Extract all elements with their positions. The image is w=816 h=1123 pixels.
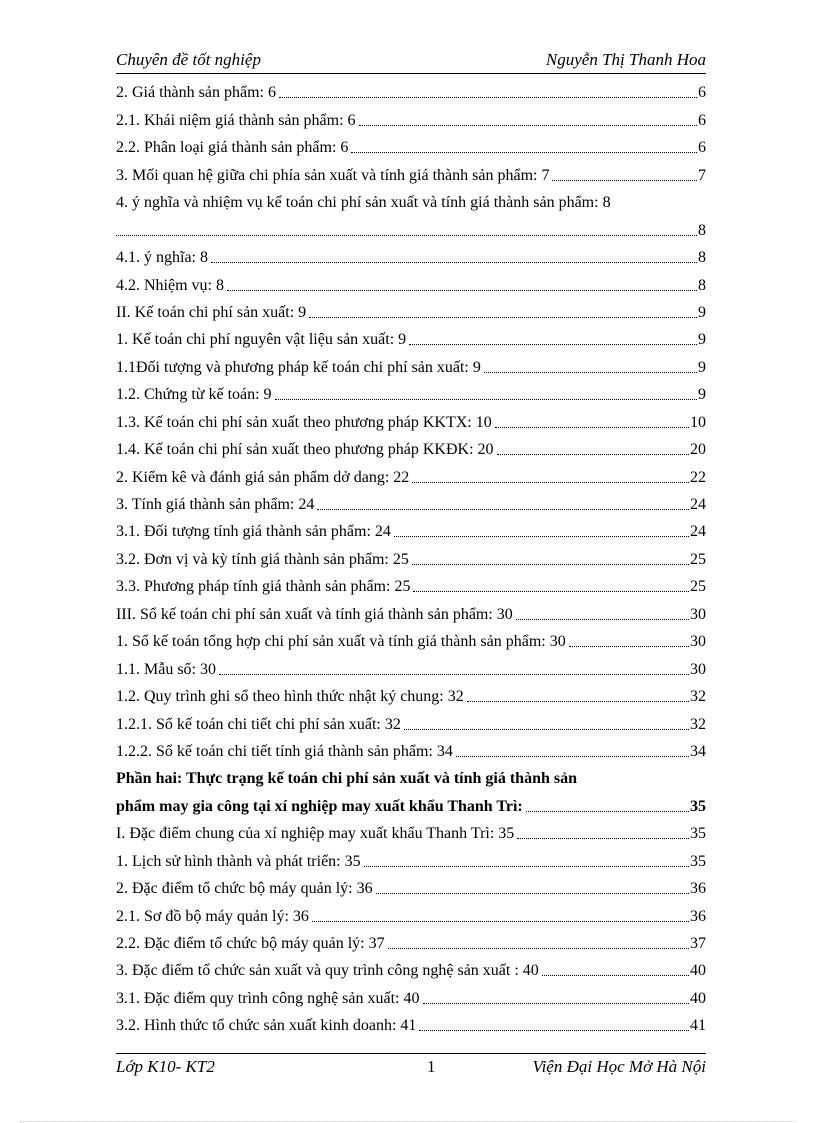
toc-entry-title: 2.2. Đặc điểm tổ chức bộ máy quản lý: 37 xyxy=(116,935,385,952)
toc-dot-leader xyxy=(409,344,697,345)
toc-entry-page: 41 xyxy=(690,1017,706,1035)
toc-entry-title: 1.2. Quy trình ghi sổ theo hình thức nhật ký chung: 32 xyxy=(116,688,464,706)
toc-entry xyxy=(116,707,706,734)
toc-entry-page: 8 xyxy=(698,276,706,294)
toc-entry-title: 3.1. Đối tượng tính giá thành sản phẩm: 24 xyxy=(116,523,391,541)
header-author: Nguyễn Thị Thanh Hoa xyxy=(545,50,706,69)
toc-entry xyxy=(116,762,706,789)
toc-entry-title: 1.1Đối tượng và phương pháp kế toán chi phí sản xuất: 9 xyxy=(116,358,481,376)
toc-entry-page: 9 xyxy=(698,386,706,404)
toc-dot-leader xyxy=(376,893,689,894)
toc-entry-title: 4. ý nghĩa và nhiệm vụ kế toán chi phí sản xuất và tính giá thành sản phẩm: 8 xyxy=(116,194,611,212)
toc-entry-title: 3.2. Hình thức tổ chức sản xuất kinh doanh: 41 xyxy=(116,1017,417,1035)
toc-entry xyxy=(116,488,706,515)
toc-entry-title: 3. Mối quan hệ giữa chi phía sản xuất và tính giá thành sản phẩm: 7 xyxy=(116,166,550,184)
toc-entry xyxy=(116,378,706,405)
page-edge-divider xyxy=(20,1121,796,1122)
toc-entry-title: 1.2. Chứng từ kế toán: 9 xyxy=(116,386,272,404)
toc-dot-leader xyxy=(542,975,689,976)
toc-entry-page: 24 xyxy=(690,496,706,513)
toc-entry xyxy=(116,844,706,871)
toc-dot-leader xyxy=(456,756,689,757)
toc-entry-page: 30 xyxy=(690,633,706,651)
toc-entry-title: 1.3. Kế toán chi phí sản xuất theo phương pháp KKTX: 10 xyxy=(116,413,492,431)
toc-entry-title: 2. Giá thành sản phẩm: 6 xyxy=(116,84,276,102)
toc-dot-leader xyxy=(317,509,689,510)
toc-dot-leader xyxy=(569,646,689,647)
toc-entry xyxy=(116,433,706,460)
toc-entry-page: 34 xyxy=(690,742,706,760)
toc-entry-title: 1. Lịch sử hình thành và phát triển: 35 xyxy=(116,852,361,870)
toc-dot-leader xyxy=(279,97,697,98)
toc-dot-leader xyxy=(412,564,689,565)
toc-entry-title: 1.2.1. Sổ kế toán chi tiết chi phí sản xuất: 32 xyxy=(116,715,401,733)
toc-entry xyxy=(116,1009,706,1036)
toc-entry-page: 35 xyxy=(690,852,706,870)
toc-entry-title: 2.1. Sơ đồ bộ máy quản lý: 36 xyxy=(116,907,309,925)
toc-entry xyxy=(116,213,706,240)
toc-entry-title: 3.2. Đơn vị và kỳ tính giá thành sản phẩm: 25 xyxy=(116,550,409,568)
toc-entry-page: 24 xyxy=(690,523,706,541)
toc-entry xyxy=(116,625,706,652)
toc-entry xyxy=(116,131,706,158)
toc-entry-page: 7 xyxy=(698,166,706,184)
toc-entry-page: 8 xyxy=(698,221,706,239)
toc-dot-leader xyxy=(495,427,689,428)
page-header xyxy=(116,48,706,74)
toc-entry-title: 3. Đặc điểm tổ chức sản xuất và quy trình công nghệ sản xuất : 40 xyxy=(116,962,539,980)
toc-entry-title: 3.1. Đặc điểm quy trình công nghệ sản xuất: 40 xyxy=(116,989,420,1007)
page-footer xyxy=(116,1055,706,1081)
footer-institution: Viện Đại Học Mở Hà Nội xyxy=(532,1057,706,1076)
toc-entry-page: 40 xyxy=(690,989,706,1007)
toc-entry-page: 40 xyxy=(690,962,706,980)
toc-entry-title: phẩm may gia công tại xí nghiệp may xuất khẩu Thanh Trì: xyxy=(116,797,523,815)
toc-entry xyxy=(116,680,706,707)
toc-entry-title: 3. Tính giá thành sản phẩm: 24 xyxy=(116,496,315,513)
toc-dot-leader xyxy=(526,811,689,812)
toc-entry xyxy=(116,186,706,213)
toc-entry-title: 2.1. Khái niệm giá thành sản phẩm: 6 xyxy=(116,111,356,129)
toc-entry xyxy=(116,103,706,130)
toc-dot-leader xyxy=(497,454,689,455)
toc-entry xyxy=(116,817,706,844)
toc-entry xyxy=(116,241,706,268)
toc-entry xyxy=(116,789,706,816)
table-of-contents xyxy=(116,76,706,1036)
toc-entry-title: 2. Kiểm kê và đánh giá sản phẩm dở dang: 22 xyxy=(116,468,410,486)
toc-entry-title: Phần hai: Thực trạng kế toán chi phí sản xuất và tính giá thành sản xyxy=(116,770,577,788)
toc-entry xyxy=(116,597,706,624)
toc-entry-page: 35 xyxy=(690,825,706,843)
toc-entry-title: II. Kế toán chi phí sản xuất: 9 xyxy=(116,303,307,321)
toc-entry-title: 3.3. Phương pháp tính giá thành sản phẩm: 25 xyxy=(116,578,411,596)
toc-entry xyxy=(116,296,706,323)
toc-entry xyxy=(116,76,706,103)
toc-entry-title: 1.2.2. Sổ kế toán chi tiết tính giá thành sản phẩm: 34 xyxy=(116,742,453,760)
toc-entry-title: 1.1. Mẫu sổ: 30 xyxy=(116,660,216,678)
toc-dot-leader xyxy=(404,729,689,730)
toc-entry-page: 10 xyxy=(690,413,706,431)
toc-dot-leader xyxy=(116,235,697,236)
toc-entry-title: III. Sổ kế toán chi phí sản xuất và tính giá thành sản phẩm: 30 xyxy=(116,605,513,623)
toc-entry-page: 9 xyxy=(698,331,706,349)
toc-dot-leader xyxy=(227,290,697,291)
toc-entry-page: 30 xyxy=(690,605,706,623)
toc-entry xyxy=(116,405,706,432)
toc-dot-leader xyxy=(517,838,689,839)
toc-dot-leader xyxy=(419,1030,689,1031)
toc-entry-page: 6 xyxy=(698,111,706,129)
toc-dot-leader xyxy=(312,921,689,922)
toc-entry xyxy=(116,515,706,542)
toc-entry-page: 36 xyxy=(690,880,706,898)
footer-divider xyxy=(116,1053,706,1054)
toc-entry-title: 2. Đặc điểm tổ chức bộ máy quản lý: 36 xyxy=(116,880,373,898)
toc-entry-title: I. Đặc điểm chung của xí nghiệp may xuất khẩu Thanh Trì: 35 xyxy=(116,825,515,843)
toc-entry-title: 2.2. Phân loại giá thành sản phẩm: 6 xyxy=(116,139,349,157)
toc-entry xyxy=(116,735,706,762)
toc-entry-title: 1.4. Kế toán chi phí sản xuất theo phương pháp KKĐK: 20 xyxy=(116,441,494,459)
toc-entry xyxy=(116,954,706,981)
toc-entry xyxy=(116,460,706,487)
toc-dot-leader xyxy=(413,591,689,592)
toc-entry xyxy=(116,323,706,350)
toc-entry-title: 4.2. Nhiệm vụ: 8 xyxy=(116,276,224,294)
toc-entry xyxy=(116,872,706,899)
toc-dot-leader xyxy=(423,1003,690,1004)
toc-entry-page: 9 xyxy=(698,303,706,321)
toc-entry-page: 9 xyxy=(698,358,706,376)
toc-dot-leader xyxy=(388,948,689,949)
toc-entry-title: 1. Sổ kế toán tổng hợp chi phí sản xuất và tính giá thành sản phẩm: 30 xyxy=(116,633,566,651)
toc-entry-title: 1. Kế toán chi phí nguyên vật liệu sản xuất: 9 xyxy=(116,331,407,349)
toc-entry-page: 22 xyxy=(690,468,706,486)
toc-dot-leader xyxy=(364,866,689,867)
toc-entry-page: 6 xyxy=(698,139,706,157)
toc-dot-leader xyxy=(412,482,689,483)
toc-entry-page: 30 xyxy=(690,660,706,678)
toc-dot-leader xyxy=(211,262,697,263)
toc-entry xyxy=(116,158,706,185)
toc-dot-leader xyxy=(351,152,697,153)
toc-entry-page: 8 xyxy=(698,249,706,267)
toc-dot-leader xyxy=(484,372,697,373)
toc-entry xyxy=(116,350,706,377)
toc-dot-leader xyxy=(359,125,697,126)
toc-entry-page: 25 xyxy=(690,578,706,596)
header-document-type: Chuyên đề tốt nghiệp xyxy=(116,50,261,69)
toc-entry xyxy=(116,899,706,926)
toc-dot-leader xyxy=(219,674,689,675)
footer-class: Lớp K10- KT2 xyxy=(116,1057,215,1076)
toc-entry xyxy=(116,927,706,954)
footer-page-number: 1 xyxy=(427,1057,436,1076)
toc-dot-leader xyxy=(516,619,689,620)
toc-dot-leader xyxy=(394,536,689,537)
toc-dot-leader xyxy=(309,317,697,318)
toc-entry-page: 35 xyxy=(690,797,706,815)
toc-entry-page: 32 xyxy=(690,688,706,706)
header-divider xyxy=(116,73,706,74)
toc-entry-page: 32 xyxy=(690,715,706,733)
toc-entry-page: 25 xyxy=(690,550,706,568)
toc-entry xyxy=(116,652,706,679)
toc-dot-leader xyxy=(275,399,697,400)
toc-entry-page: 20 xyxy=(690,441,706,459)
toc-entry xyxy=(116,570,706,597)
toc-entry xyxy=(116,542,706,569)
toc-entry xyxy=(116,981,706,1008)
toc-entry-page: 36 xyxy=(690,907,706,925)
toc-entry xyxy=(116,268,706,295)
toc-entry-page: 6 xyxy=(698,84,706,102)
toc-entry-page: 37 xyxy=(690,935,706,952)
toc-entry-title: 4.1. ý nghĩa: 8 xyxy=(116,249,208,267)
toc-dot-leader xyxy=(552,180,697,181)
toc-dot-leader xyxy=(467,701,689,702)
